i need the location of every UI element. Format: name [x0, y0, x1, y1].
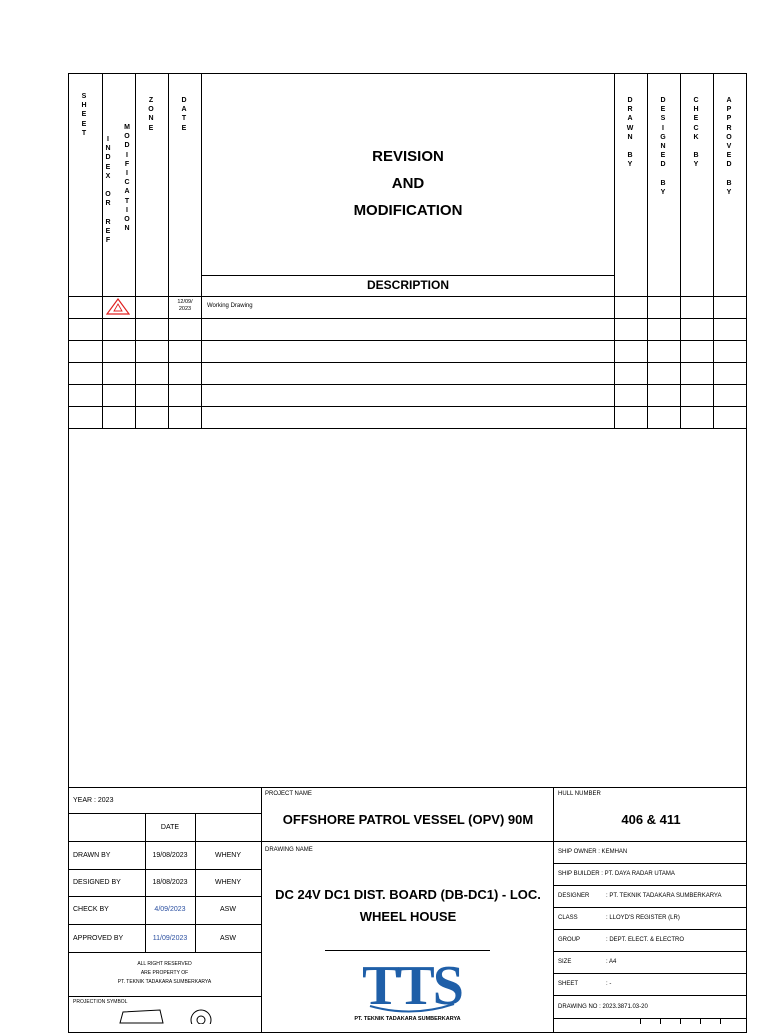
- hull-number: 406 & 411: [621, 812, 681, 827]
- rev-divider: [713, 73, 714, 429]
- tb-divider: [68, 924, 261, 925]
- project-name-label: PROJECT NAME: [265, 791, 312, 797]
- tb-divider: [553, 951, 747, 952]
- check-by-name: ASW: [220, 906, 236, 913]
- rev-divider: [68, 340, 747, 341]
- size-info: [558, 959, 616, 965]
- sheet-header: S H E E T: [81, 93, 87, 137]
- drawn-by-name: WHENY: [214, 852, 242, 859]
- drawing-name-line: DC 24V DC1 DIST. BOARD (DB-DC1) - LOC.: [275, 887, 541, 902]
- tb-divider: [553, 885, 747, 886]
- tb-divider: [553, 995, 747, 996]
- sheet-value: : -: [606, 981, 612, 987]
- revision-title-line: AND: [391, 175, 425, 192]
- rev-divider: [102, 73, 103, 429]
- check-by-label: CHECK BY: [73, 906, 109, 913]
- year-label: YEAR : 2023: [73, 797, 114, 804]
- approved-by-date: 11/09/2023: [152, 935, 188, 942]
- designed-by-name: WHENY: [214, 879, 242, 886]
- designed-by-date: 18/08/2023: [152, 879, 188, 886]
- ship-owner: SHIP OWNER : KEMHAN: [558, 849, 628, 855]
- revision-description: Working Drawing: [207, 303, 253, 309]
- size-value: : A4: [606, 959, 617, 965]
- tb-divider: [68, 841, 261, 842]
- designed-by-label: DESIGNED BY: [73, 879, 121, 886]
- revision-title-line: REVISION: [372, 148, 444, 165]
- rev-divider: [201, 275, 614, 276]
- rev-divider: [68, 406, 747, 407]
- rights-line: ALL RIGHT RESERVED: [137, 961, 192, 967]
- rev-divider: [647, 73, 648, 429]
- projection-label: PROJECTION SYMBOL: [73, 999, 128, 1005]
- check-by-date: 4/09/2023: [154, 906, 186, 913]
- revision-triangle-icon: [106, 298, 130, 320]
- tb-divider: [553, 973, 747, 974]
- rights-line: PT. TEKNIK TADAKARA SUMBERKARYA: [117, 979, 212, 985]
- index-ref-header: I N D E X O R R E F: [105, 136, 111, 245]
- class-value: : LLOYD'S REGISTER (LR): [606, 915, 680, 921]
- designer-value: : PT. TEKNIK TADAKARA SUMBERKARYA: [606, 893, 722, 899]
- logo-company-name: PT. TEKNIK TADAKARA SUMBERKARYA: [354, 1016, 461, 1022]
- tb-divider: [261, 841, 553, 842]
- sheet-info: [558, 981, 611, 987]
- class-key: CLASS: [558, 915, 578, 921]
- tb-divider: [553, 1018, 747, 1019]
- tb-divider: [68, 952, 261, 953]
- rev-divider: [68, 384, 747, 385]
- group-value: : DEPT. ELECT. & ELECTRO: [606, 937, 685, 943]
- revision-title: [202, 143, 614, 224]
- rev-divider: [68, 296, 747, 297]
- tb-divider: [700, 1018, 701, 1024]
- designer-info: [558, 893, 721, 899]
- ship-builder: SHIP BUILDER : PT. DAYA RADAR UTAMA: [558, 871, 675, 877]
- drawing-name-label: DRAWING NAME: [265, 847, 313, 853]
- size-key: SIZE: [558, 959, 572, 965]
- rev-divider: [68, 318, 747, 319]
- tb-divider: [720, 1018, 721, 1024]
- approved-by-label: APPROVED BY: [73, 935, 124, 942]
- drawn-by-date: 19/08/2023: [152, 852, 188, 859]
- company-logo: [362, 958, 462, 1021]
- designer-key: DESIGNER: [558, 893, 590, 899]
- rev-divider: [614, 73, 615, 429]
- modification-header: M O D I F I C A T I O N: [124, 124, 130, 233]
- drawing-name: [262, 884, 554, 928]
- rev-divider: [135, 73, 136, 429]
- approved-by-name: ASW: [220, 935, 236, 942]
- tb-divider: [68, 996, 261, 997]
- approved-by-header: A P P R O V E D B Y: [726, 97, 732, 197]
- designed-by-header: D E S I G N E D B Y: [660, 97, 666, 197]
- projection-symbol-icon: [115, 1008, 215, 1029]
- group-info: [558, 937, 684, 943]
- rev-divider: [68, 428, 747, 429]
- tb-divider: [68, 787, 747, 788]
- tb-divider: [68, 869, 261, 870]
- drawing-name-line: WHEEL HOUSE: [359, 909, 457, 924]
- rev-divider: [201, 73, 202, 429]
- tb-divider: [68, 813, 261, 814]
- rev-divider: [68, 362, 747, 363]
- date-header: D A T E: [181, 97, 187, 132]
- svg-text:TTS: TTS: [362, 958, 462, 1016]
- zone-header: Z O N E: [148, 97, 154, 132]
- tb-divider: [680, 1018, 681, 1024]
- hull-number-label: HULL NUMBER: [558, 791, 601, 797]
- revision-date: [169, 299, 201, 313]
- tb-divider: [553, 907, 747, 908]
- description-label: DESCRIPTION: [366, 278, 449, 292]
- class-info: [558, 915, 680, 921]
- rev-divider: [168, 73, 169, 429]
- tb-divider: [553, 929, 747, 930]
- drawing-number: DRAWING NO : 2023.3871.03-20: [558, 1004, 648, 1010]
- date-column-header: DATE: [160, 824, 180, 831]
- drawn-by-label: DRAWN BY: [73, 852, 111, 859]
- rights-notice: [68, 960, 261, 987]
- tb-divider: [553, 863, 747, 864]
- tb-divider: [325, 950, 490, 951]
- group-key: GROUP: [558, 937, 581, 943]
- rev-divider: [680, 73, 681, 429]
- sheet-key: SHEET: [558, 981, 579, 987]
- project-name: OFFSHORE PATROL VESSEL (OPV) 90M: [282, 812, 534, 827]
- tb-divider: [640, 1018, 641, 1024]
- drawn-by-header: D R A W N B Y: [626, 97, 634, 169]
- revision-date-line: 12/09/: [177, 299, 193, 305]
- revision-date-line: 2023: [178, 306, 192, 312]
- tb-divider: [68, 896, 261, 897]
- revision-title-line: MODIFICATION: [353, 202, 463, 219]
- check-by-header: C H E C K B Y: [693, 97, 699, 169]
- rights-line: ARE PROPERTY OF: [140, 970, 189, 976]
- tb-divider: [660, 1018, 661, 1024]
- tb-divider: [553, 841, 747, 842]
